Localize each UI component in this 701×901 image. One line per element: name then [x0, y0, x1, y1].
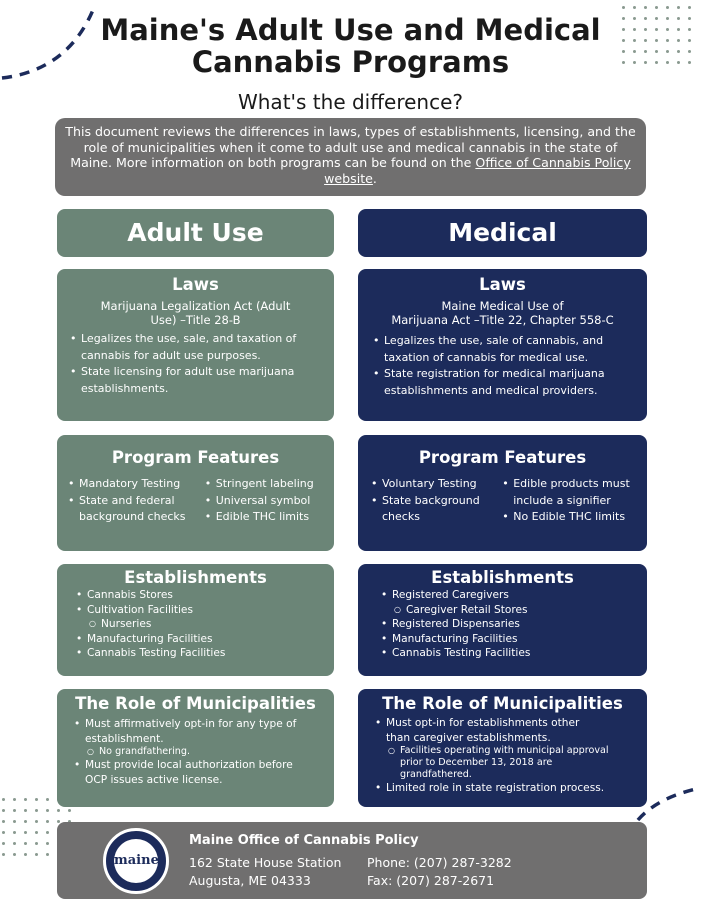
medical-establishments-title: Establishments	[431, 568, 574, 587]
decorative-dot	[688, 6, 691, 9]
decorative-dot	[2, 798, 5, 801]
adult-municipalities-title: The Role of Municipalities	[75, 694, 316, 713]
decorative-dot	[13, 853, 16, 856]
medical-features-card	[358, 435, 647, 551]
medical-laws-title: Laws	[479, 275, 526, 294]
medical-establishments-card	[358, 564, 647, 676]
list-item: • State and federal background checks	[65, 493, 202, 526]
footer-org-name: Maine Office of Cannabis Policy	[189, 833, 419, 848]
list-item: • Stringent labeling	[202, 476, 326, 493]
decorative-dot	[633, 6, 636, 9]
medical-laws-act-line-1: Maine Medical Use of	[441, 299, 564, 313]
list-subitem: ○ Facilities operating with municipal approval prior to December 13, 2018 are grandfathered.	[372, 745, 633, 781]
list-item: • Legalizes the use, sale of cannabis, and taxation of cannabis for medical use.	[370, 333, 635, 366]
decorative-dot	[13, 798, 16, 801]
intro-panel	[55, 118, 646, 196]
footer-phone: Phone: (207) 287-3282	[367, 855, 512, 870]
adult-use-heading: Adult Use	[57, 209, 334, 257]
medical-laws-list	[370, 333, 635, 399]
footer-fax: Fax: (207) 287-2671	[367, 873, 495, 888]
adult-establishments-title: Establishments	[124, 568, 267, 587]
list-item: • Cannabis Testing Facilities	[378, 646, 627, 661]
decorative-dot	[2, 831, 5, 834]
decorative-dot	[24, 820, 27, 823]
decorative-dot	[57, 809, 60, 812]
list-item: • Edible products must include a signifier	[499, 476, 637, 509]
decorative-dot	[35, 798, 38, 801]
ocp-seal-logo	[103, 828, 169, 894]
decorative-dot	[644, 6, 647, 9]
adult-laws-act: Marijuana Legalization Act (Adult Use) –Title 28-B	[100, 299, 291, 327]
adult-municipalities-list	[71, 717, 320, 787]
medical-municipalities-list	[372, 716, 633, 796]
list-item: • State background checks	[368, 493, 499, 526]
list-item: • State registration for medical marijuana establishments and medical providers.	[370, 366, 635, 399]
list-subitem: ○ Caregiver Retail Stores	[378, 603, 627, 618]
decorative-dot	[68, 809, 71, 812]
ocp-website-link[interactable]: Office of Cannabis Policy website	[324, 155, 631, 186]
decorative-dot	[35, 831, 38, 834]
medical-laws-act-line-2: Marijuana Act –Title 22, Chapter 558-C	[391, 313, 614, 327]
list-item: • Registered Dispensaries	[378, 617, 627, 632]
decorative-dot	[24, 831, 27, 834]
list-subitem: ○ No grandfathering.	[71, 746, 300, 758]
medical-features-list-2	[499, 476, 637, 526]
decorative-dot	[24, 798, 27, 801]
intro-text: This document reviews the differences in laws, types of establishments, licensing, and the role of municipalities when it come to adult use and medical cannabis in the state of Maine. More information on both programs can be found on the	[65, 124, 636, 170]
decorative-dot	[13, 831, 16, 834]
adult-municipalities-card	[57, 689, 334, 807]
list-item: • Registered Caregivers	[378, 588, 627, 603]
footer-address-line-2: Augusta, ME 04333	[189, 873, 311, 888]
title-line-1: Maine's Adult Use and Medical	[100, 13, 601, 47]
list-item: • Legalizes the use, sale, and taxation of cannabis for adult use purposes.	[67, 331, 324, 364]
decorative-dot	[35, 853, 38, 856]
decorative-dot	[46, 820, 49, 823]
decorative-dot	[35, 809, 38, 812]
list-item: • Manufacturing Facilities	[73, 632, 318, 647]
decorative-dot	[13, 809, 16, 812]
decorative-dot	[666, 6, 669, 9]
decorative-dot	[2, 842, 5, 845]
footer-panel	[57, 822, 647, 899]
medical-features-list-1	[368, 476, 499, 526]
decorative-dot	[35, 842, 38, 845]
decorative-dot	[622, 6, 625, 9]
medical-laws-card	[358, 269, 647, 421]
list-item: • Cultivation Facilities	[73, 603, 318, 618]
adult-establishments-list	[73, 588, 318, 661]
list-item: • Cannabis Testing Facilities	[73, 646, 318, 661]
list-item: • Cannabis Stores	[73, 588, 318, 603]
decorative-dot	[24, 853, 27, 856]
medical-heading: Medical	[358, 209, 647, 257]
decorative-dot	[2, 809, 5, 812]
decorative-dot	[2, 820, 5, 823]
adult-laws-list	[67, 331, 324, 397]
adult-establishments-card	[57, 564, 334, 676]
intro-end: .	[372, 170, 377, 186]
decorative-dot	[13, 842, 16, 845]
list-item: • Universal symbol	[202, 493, 326, 510]
title-line-2: Cannabis Programs	[191, 45, 510, 79]
footer-address-line-1: 162 State House Station	[189, 855, 342, 870]
list-item: • Must provide local authorization before OCP issues active license.	[71, 758, 300, 787]
page-subtitle: What's the difference?	[237, 90, 464, 114]
list-item: • Must affirmatively opt-in for any type of establishment.	[71, 717, 300, 746]
list-item: • Voluntary Testing	[368, 476, 499, 493]
adult-laws-card	[57, 269, 334, 421]
adult-features-title: Program Features	[111, 448, 280, 467]
decorative-dot	[2, 853, 5, 856]
medical-establishments-list	[378, 588, 627, 661]
list-subitem: ○ Nurseries	[73, 617, 318, 632]
decorative-dot	[46, 831, 49, 834]
list-item: • State licensing for adult use marijuana establishments.	[67, 364, 324, 397]
list-item: • Manufacturing Facilities	[378, 632, 627, 647]
adult-features-list-1	[65, 476, 202, 526]
decorative-dot	[46, 809, 49, 812]
decorative-dot	[677, 6, 680, 9]
list-item: • Mandatory Testing	[65, 476, 202, 493]
adult-features-list-2	[202, 476, 326, 526]
decorative-dot	[24, 842, 27, 845]
list-item: • No Edible THC limits	[499, 509, 637, 526]
decorative-dot	[655, 6, 658, 9]
decorative-dot	[13, 820, 16, 823]
seal-text: maine	[114, 839, 158, 883]
list-item: • Must opt-in for establishments other than caregiver establishments.	[372, 716, 633, 745]
adult-laws-title: Laws	[172, 275, 219, 294]
decorative-dot	[24, 809, 27, 812]
page-title	[0, 14, 701, 78]
medical-features-title: Program Features	[418, 448, 587, 467]
decorative-dot	[46, 842, 49, 845]
list-item: • Edible THC limits	[202, 509, 326, 526]
decorative-dot	[35, 820, 38, 823]
adult-features-card	[57, 435, 334, 551]
list-item: • Limited role in state registration process.	[372, 781, 633, 796]
medical-municipalities-title: The Role of Municipalities	[382, 694, 623, 713]
decorative-dot	[46, 853, 49, 856]
decorative-dot	[46, 798, 49, 801]
medical-municipalities-card	[358, 689, 647, 807]
